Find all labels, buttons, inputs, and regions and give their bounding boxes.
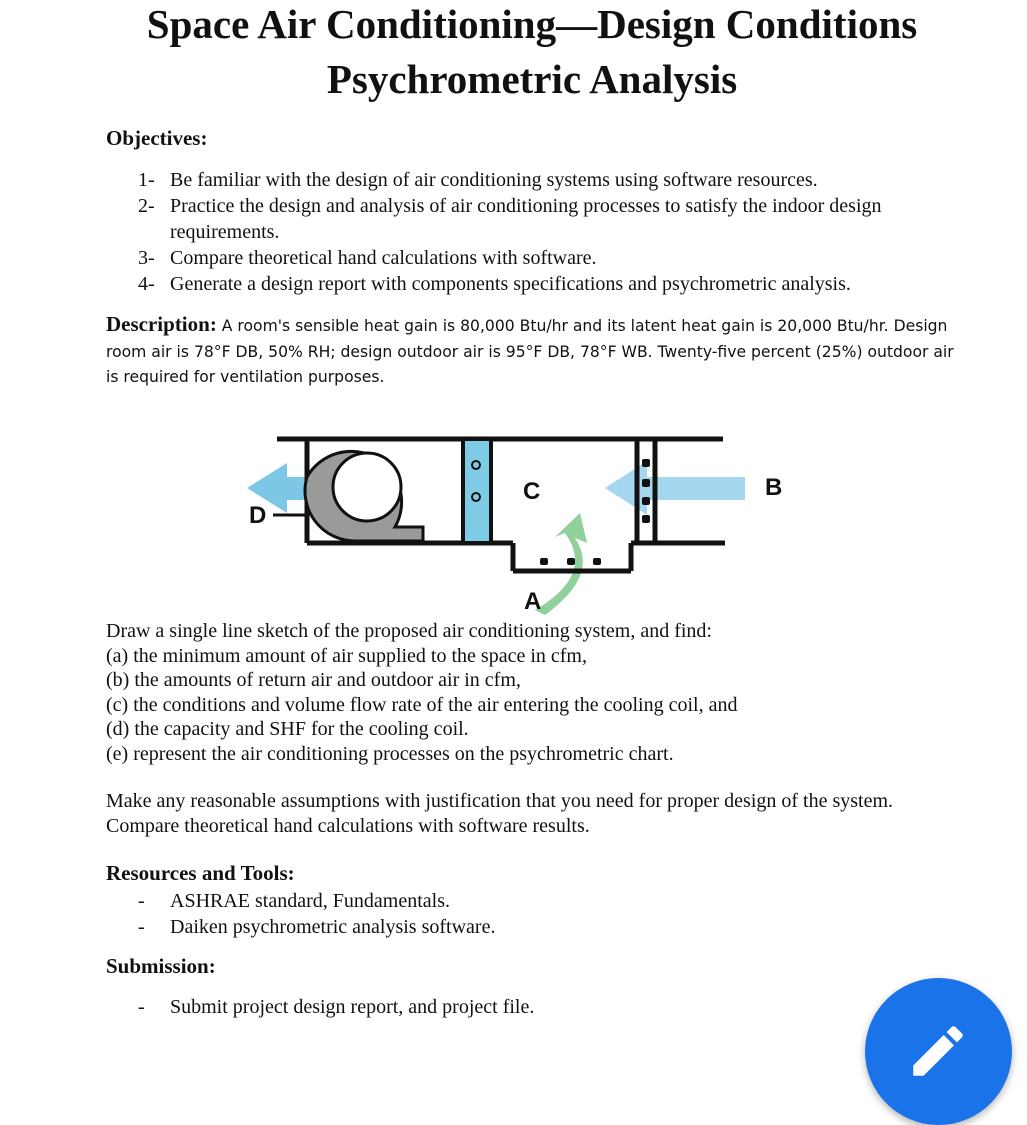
return-damper-icon <box>540 558 601 565</box>
list-item: (a) the minimum amount of air supplied to the space in cfm, <box>106 644 587 667</box>
task-list <box>106 619 986 766</box>
assumptions-line: Compare theoretical hand calculations with software results. <box>106 814 590 837</box>
submission-list <box>138 994 958 1020</box>
list-item: - ASHRAE standard, Fundamentals. <box>138 890 450 912</box>
task-intro: Draw a single line sketch of the proposed air conditioning system, and find: <box>106 620 712 642</box>
list-item: - Submit project design report, and project file. <box>138 996 535 1018</box>
assumptions-line: Make any reasonable assumptions with justification that you need for proper design of the system. <box>106 790 894 812</box>
objectives-heading: Objectives: <box>106 126 208 150</box>
assumptions-paragraph <box>106 789 986 838</box>
list-item: - Daiken psychrometric analysis software. <box>138 916 496 938</box>
page-title: Space Air Conditioning—Design Conditions <box>146 1 918 47</box>
list-item: 4- Generate a design report with components specifications and psychrometric analysis. <box>138 273 851 295</box>
list-item: 3- Compare theoretical hand calculations with software. <box>138 247 597 269</box>
list-item: 2- Practice the design and analysis of air conditioning processes to satisfy the indoor design requirements. <box>138 195 882 243</box>
list-item: (c) the conditions and volume flow rate of the air entering the cooling coil, and <box>106 693 738 716</box>
air-handler-diagram <box>235 425 805 617</box>
edit-button[interactable] <box>865 978 1012 1125</box>
list-item: (e) represent the air conditioning processes on the psychrometric chart. <box>106 742 674 765</box>
cooling-coil-icon <box>463 439 491 543</box>
fan-icon <box>305 451 423 541</box>
description-label: Description: <box>106 312 217 336</box>
resources-heading: Resources and Tools: <box>106 861 295 885</box>
objectives-list <box>138 167 958 297</box>
list-item: (d) the capacity and SHF for the cooling coil. <box>106 718 469 740</box>
list-item: 1- Be familiar with the design of air conditioning systems using software resources. <box>138 169 818 191</box>
description-paragraph <box>106 312 966 391</box>
resources-list <box>138 888 958 940</box>
list-item: (b) the amounts of return air and outdoor air in cfm, <box>106 669 521 691</box>
label-c: C <box>523 478 541 505</box>
label-b: B <box>765 474 783 501</box>
page-subtitle: Psychrometric Analysis <box>326 56 738 102</box>
pencil-icon <box>905 1018 971 1084</box>
label-d: D <box>249 502 267 529</box>
outdoor-air-arrow <box>605 461 745 515</box>
label-a: A <box>524 588 542 615</box>
description-text: A room's sensible heat gain is 80,000 Btu/hr and its latent heat gain is 20,000 Btu/hr. Design room air is 78°F DB, 50% RH; design outdoor air is 95°F DB, 78°F WB. Twenty-five percent (25%) outdoor air is required for ventilation purposes. <box>106 317 954 386</box>
submission-heading: Submission: <box>106 954 216 978</box>
